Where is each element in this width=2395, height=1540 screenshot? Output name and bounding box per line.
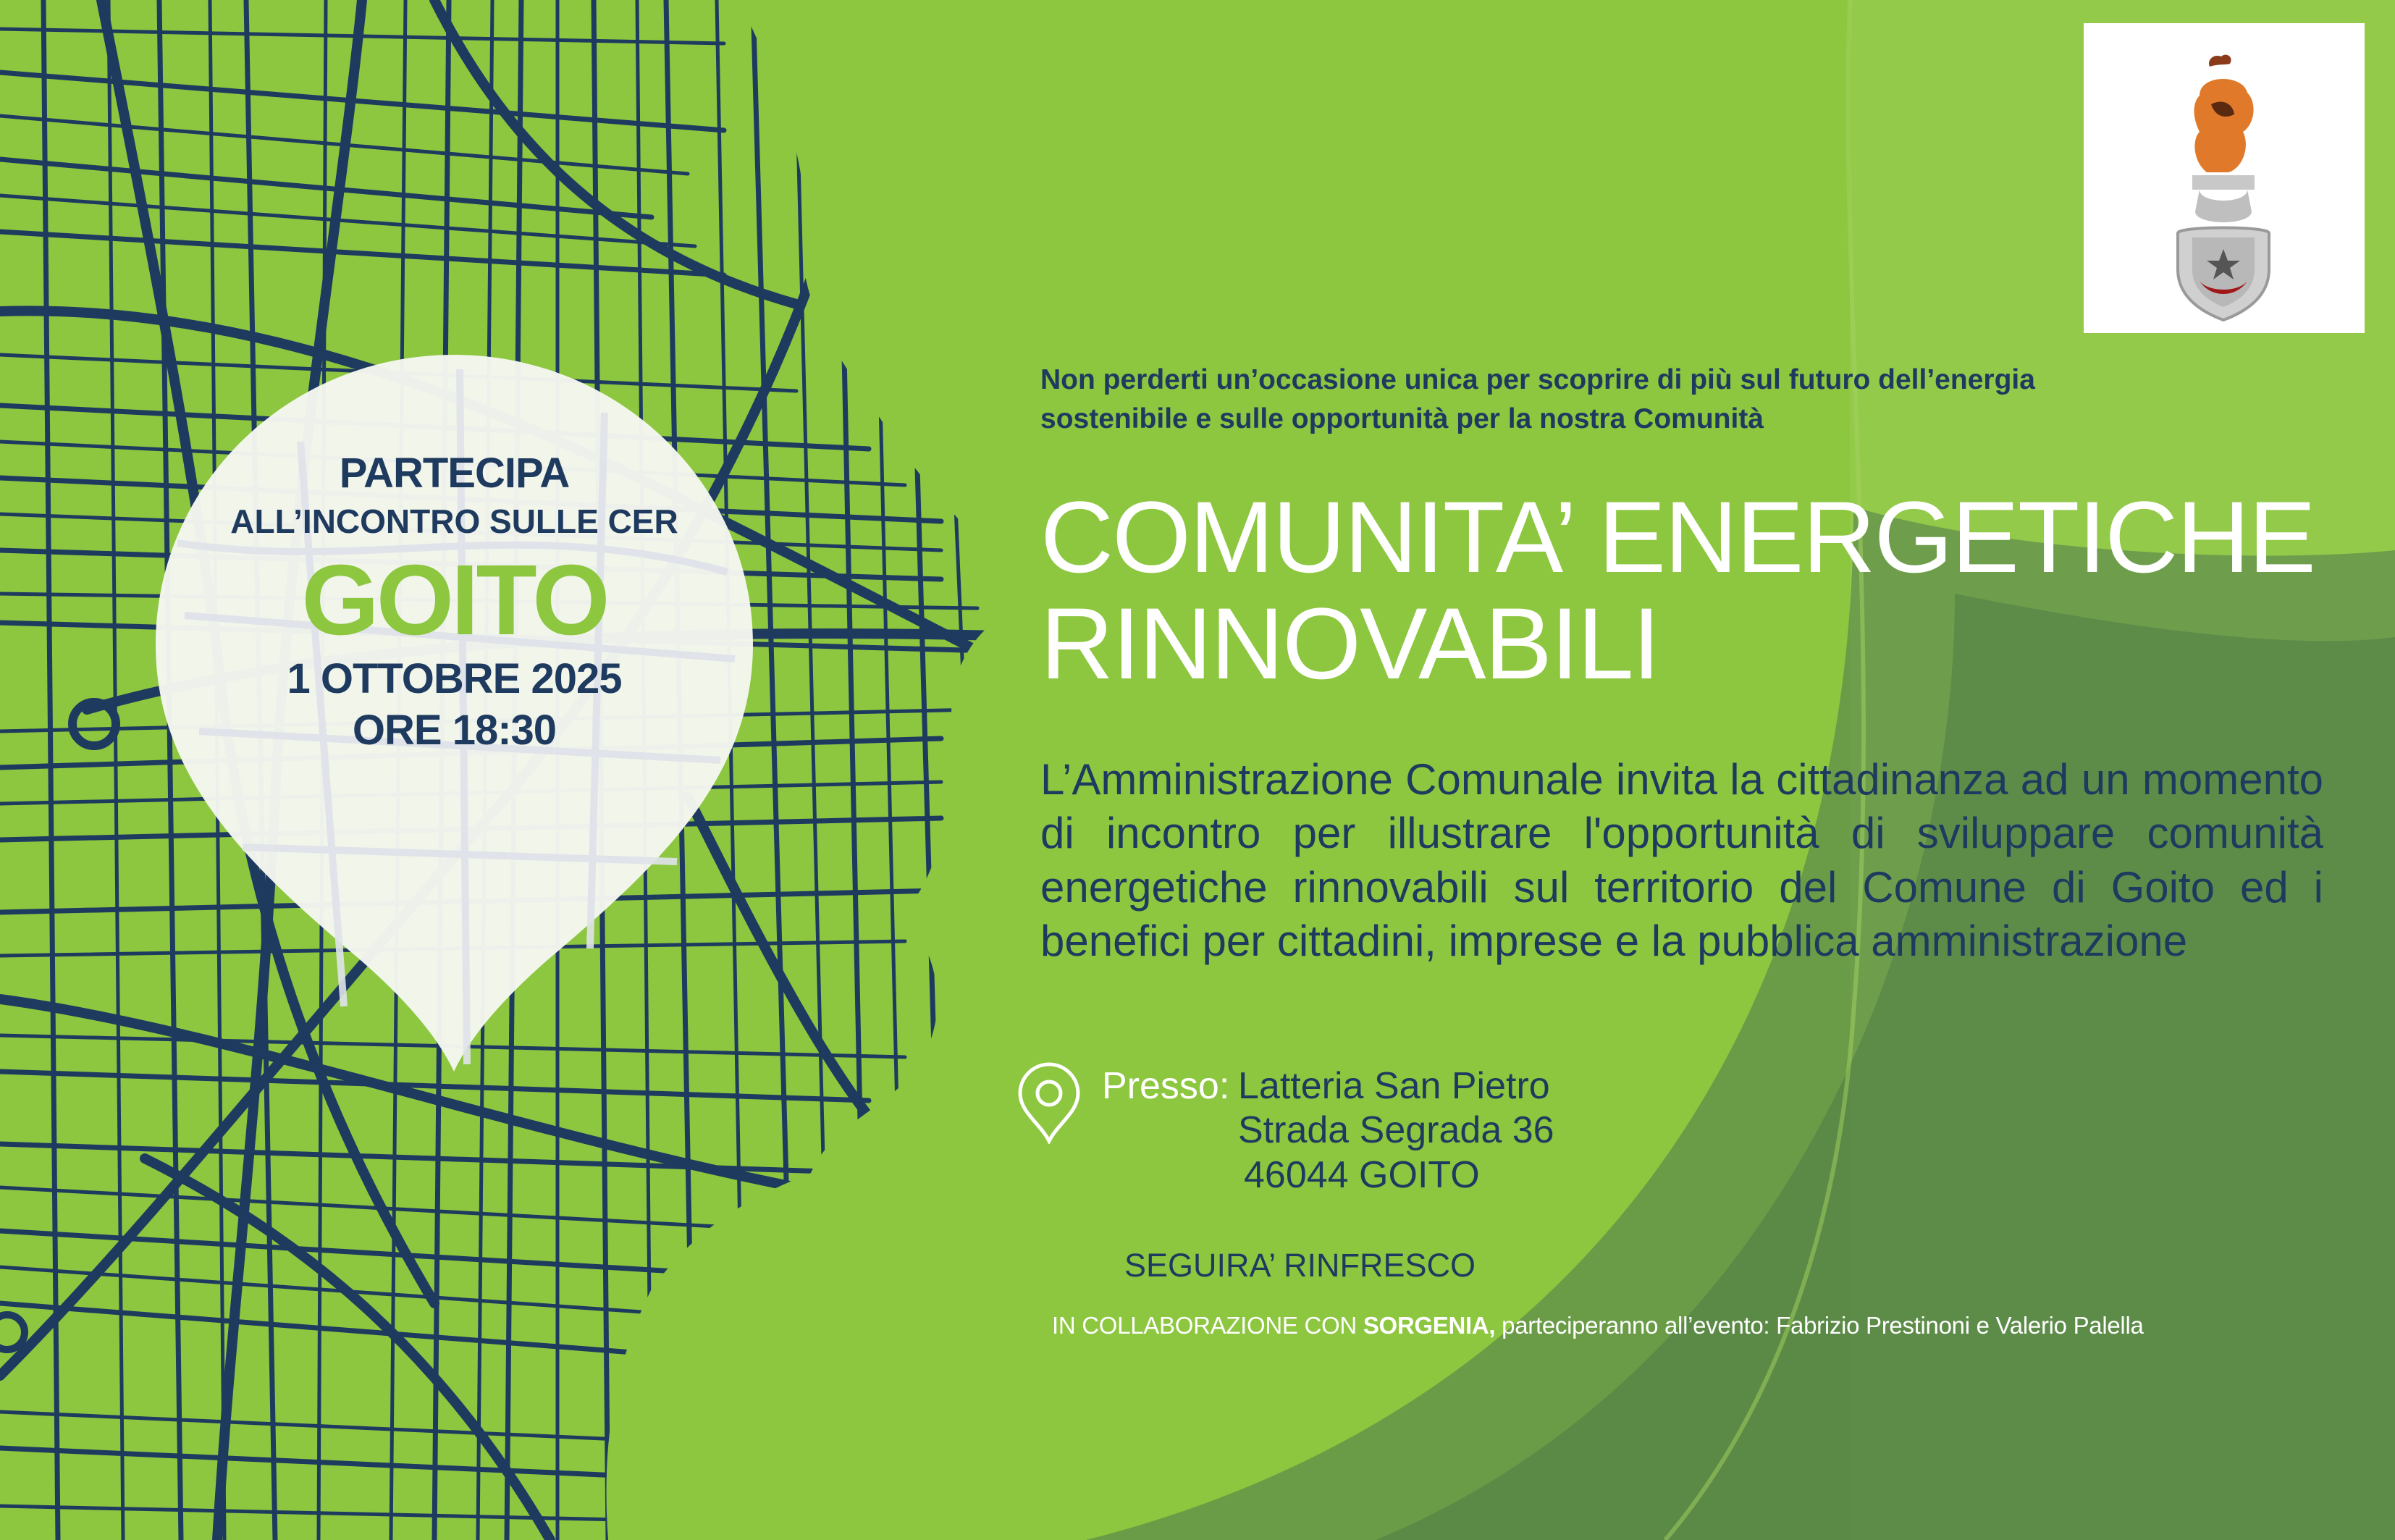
collaboration-note — [1052, 1312, 2144, 1339]
pin-line2: ALL’INCONTRO SULLE CER — [230, 502, 678, 540]
collab-prefix: IN COLLABORAZIONE CON — [1052, 1312, 1363, 1339]
collab-partner: SORGENIA, — [1363, 1312, 1496, 1339]
description: L’Amministrazione Comunale invita la cittadinanza ad un momento di incontro per illustrare l'opportunità di sviluppare comunità energetiche rinnovabili sul territorio del Comune di Goito ed i benefici per cittadini, imprese e la pubblica amministrazione — [1040, 755, 2323, 966]
venue-name: Latteria San Pietro — [1238, 1065, 1550, 1107]
map-pin-icon — [1016, 1061, 1082, 1144]
intro-text — [1040, 361, 2199, 439]
page-title — [1040, 480, 2373, 700]
logo-box — [2084, 23, 2365, 333]
title-line1: COMUNITA’ ENERGETICHE — [1040, 480, 2315, 594]
title-line2: RINNOVABILI — [1040, 586, 1659, 700]
event-time: ORE 18:30 — [352, 706, 557, 754]
city-address: 46044 GOITO — [1244, 1153, 1480, 1196]
coat-of-arms-icon — [2084, 23, 2365, 333]
location-label: Presso: — [1102, 1065, 1230, 1107]
pin-text-block — [156, 449, 753, 754]
address-block — [1238, 1064, 1554, 1198]
intro-line2: sostenibile e sulle opportunità per la nostra Comunità — [1040, 403, 1764, 434]
pin-city: GOITO — [301, 544, 607, 656]
event-date: 1 OTTOBRE 2025 — [287, 655, 622, 702]
collab-suffix: parteciperanno all’evento: Fabrizio Prestinoni e Valerio Palella — [1495, 1312, 2144, 1339]
pin-line1: PARTECIPA — [339, 450, 570, 497]
intro-line1: Non perderti un’occasione unica per scoprire di più sul futuro dell’energia — [1040, 364, 2035, 395]
refreshment-note: SEGUIRA’ RINFRESCO — [1124, 1247, 1476, 1284]
street-address: Strada Segrada 36 — [1238, 1109, 1554, 1152]
